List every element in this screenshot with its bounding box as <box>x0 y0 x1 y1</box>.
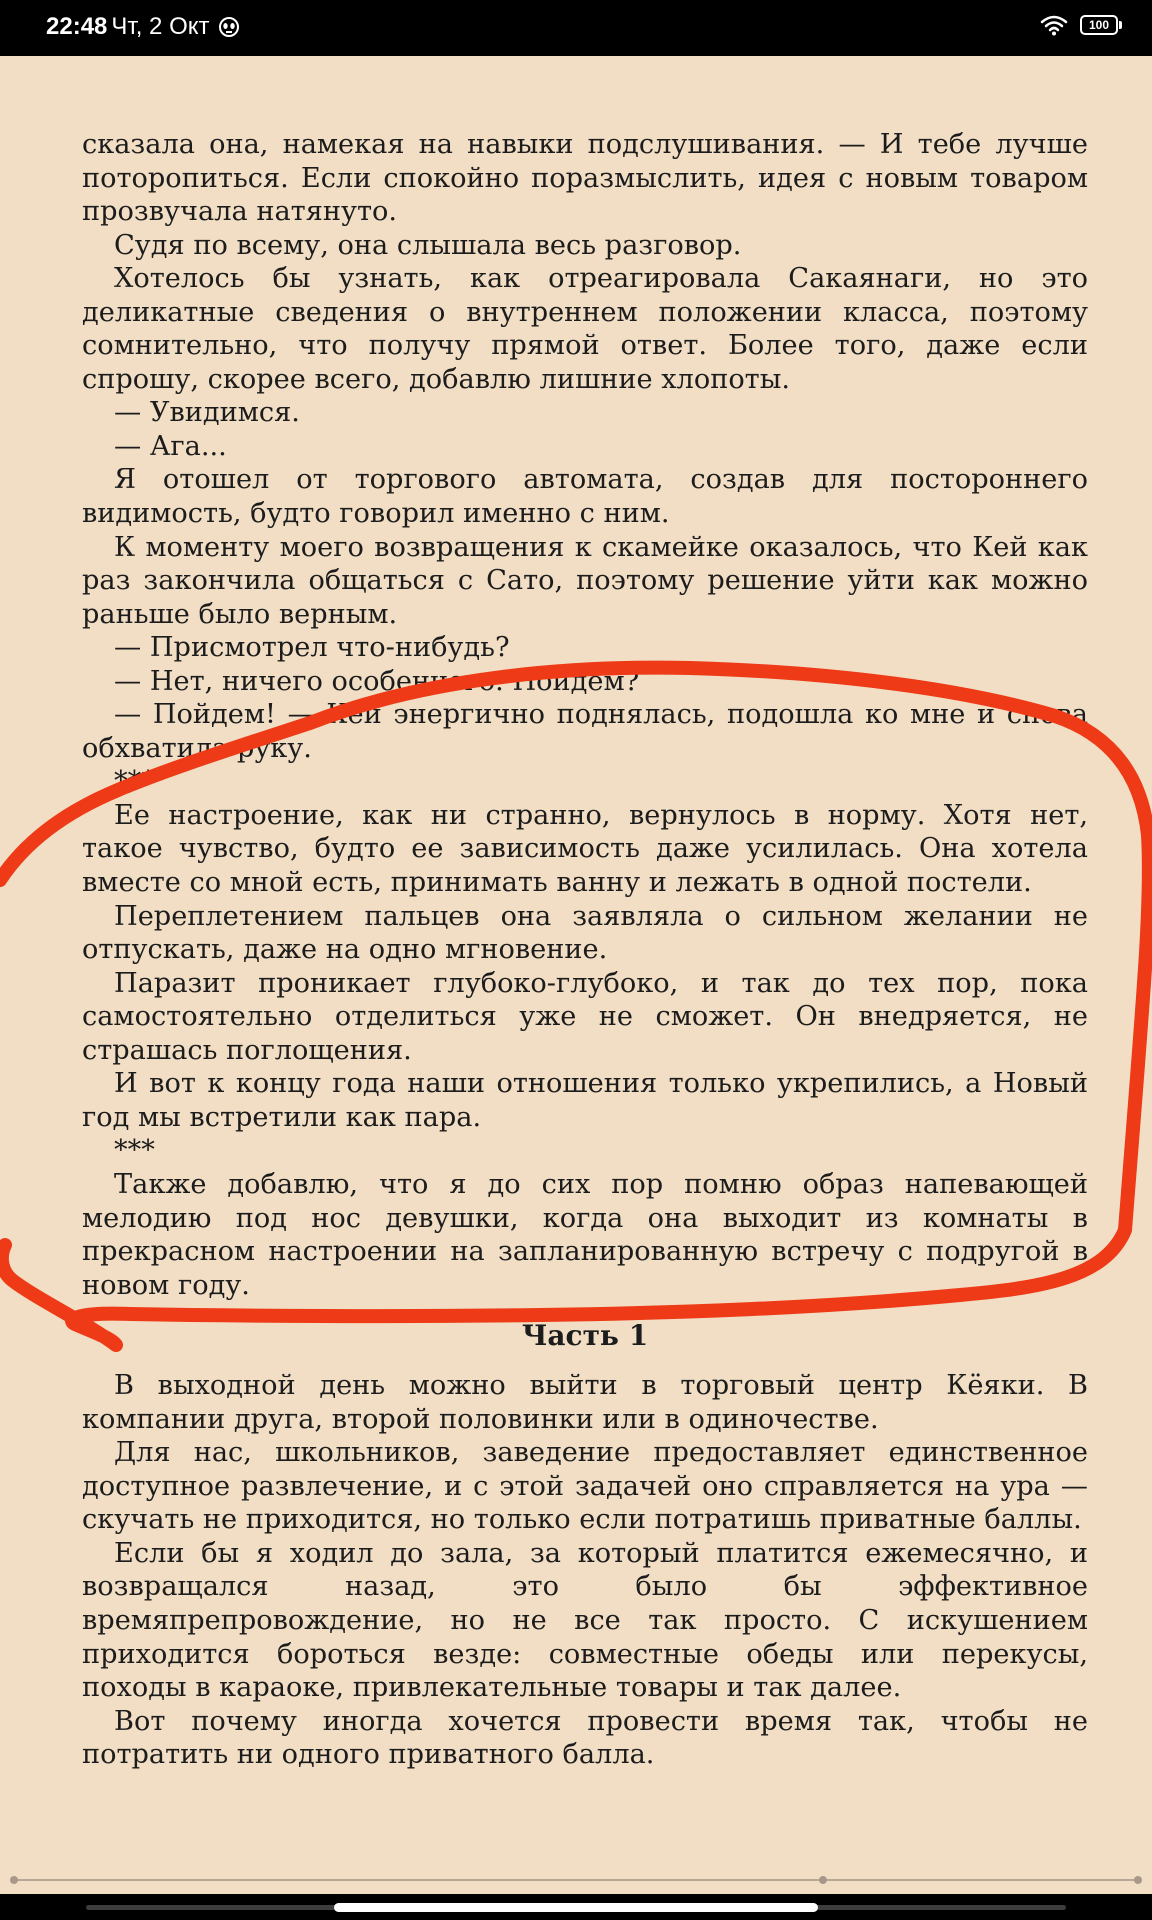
navigation-bar <box>0 1894 1152 1920</box>
status-left <box>46 13 240 41</box>
status-date: Чт, 2 Окт <box>111 13 210 40</box>
chapter-heading: Часть 1 <box>521 1319 649 1353</box>
paragraph: Для нас, школьников, заведение предоставляет единственное доступное развлечение, и с этой задачей оно справляется на ура — скучать не приходится, но только если потратишь приватные баллы. <box>82 1437 1088 1536</box>
paragraph: — Нет, ничего особенного. Пойдем? <box>114 665 640 697</box>
progress-end-dot <box>1134 1876 1142 1884</box>
paragraph: Ее настроение, как ни странно, вернулось в норму. Хотя нет, такое чувство, будто ее зависимость даже усилилась. Она хотела вместе со мной есть, принимать ванну и лежать в одной постели. <box>82 799 1088 899</box>
section-separator: *** <box>114 766 155 798</box>
section-separator: *** <box>114 1135 155 1167</box>
paragraph: Я отошел от торгового автомата, создав для постороннего видимость, будто говорил именно с ним. <box>82 464 1088 530</box>
progress-marker-dot[interactable] <box>819 1876 827 1884</box>
paragraph: сказала она, намекая на навыки подслушивания. — И тебе лучше поторопиться. Если спокойно поразмыслить, идея с новым товаром прозвучала натянуто. <box>82 129 1088 228</box>
reading-progress-bar[interactable] <box>14 1879 1138 1881</box>
paragraph: — Увидимся. <box>114 397 300 429</box>
paragraph: Судя по всему, она слышала весь разговор. <box>114 229 742 261</box>
alien-face-icon <box>218 16 240 38</box>
battery-level: 100 <box>1088 18 1110 32</box>
status-bar <box>0 0 1152 56</box>
paragraph: Также добавлю, что я до сих пор помню образ напевающей мелодию под нос девушки, когда она выходит из комнаты в прекрасном настроении на запланированную встречу с подругой в новом году. <box>82 1168 1088 1301</box>
paragraph: Хотелось бы узнать, как отреагировала Сакаянаги, но это деликатные сведения о внутреннем положении класса, поэтому сомнительно, что получу прямой ответ. Более того, даже если спрошу, скорее всего, добавлю лишние хлопоты. <box>82 263 1088 395</box>
paragraph: — Присмотрел что-нибудь? <box>114 632 510 664</box>
paragraph: — Пойдем! — Кей энергично поднялась, подошла ко мне и снова обхватила руку. <box>82 699 1088 764</box>
paragraph: — Ага... <box>114 430 227 462</box>
battery-indicator <box>1080 15 1118 35</box>
status-time: 22:48 <box>46 13 108 40</box>
paragraph: Переплетением пальцев она заявляла о сильном желании не отпускать, даже на одно мгновение. <box>82 900 1088 966</box>
status-right <box>1040 14 1118 36</box>
paragraph: Если бы я ходил до зала, за который платится ежемесячно, и возвращался назад, это было бы эффективное времяпрепровождение, но не все так просто. С искушением приходится бороться везде: совместные обеды или перекусы, походы в караоке, привлекательные товары и так далее. <box>82 1537 1088 1704</box>
gesture-handle[interactable] <box>334 1903 818 1912</box>
paragraph: Паразит проникает глубоко-глубоко, и так до тех пор, пока самостоятельно отделиться уже не сможет. Он внедряется, не страшась поглощения. <box>82 967 1088 1066</box>
reader-page[interactable] <box>82 128 1088 1772</box>
paragraph: К моменту моего возвращения к скамейке оказалось, что Кей как раз закончила общаться с Сато, поэтому решение уйти как можно раньше было верным. <box>82 531 1088 630</box>
text-before-chapter <box>82 128 1088 1302</box>
wifi-icon <box>1040 14 1068 36</box>
paragraph: В выходной день можно выйти в торговый центр Кёяки. В компании друга, второй половинки или в одиночестве. <box>82 1370 1088 1435</box>
paragraph: Вот почему иногда хочется провести время так, чтобы не потратить ни одного приватного балла. <box>82 1705 1088 1771</box>
progress-start-dot <box>10 1876 18 1884</box>
paragraph: И вот к концу года наши отношения только укрепились, а Новый год мы встретили как пара. <box>82 1068 1088 1133</box>
text-after-chapter <box>82 1369 1088 1772</box>
